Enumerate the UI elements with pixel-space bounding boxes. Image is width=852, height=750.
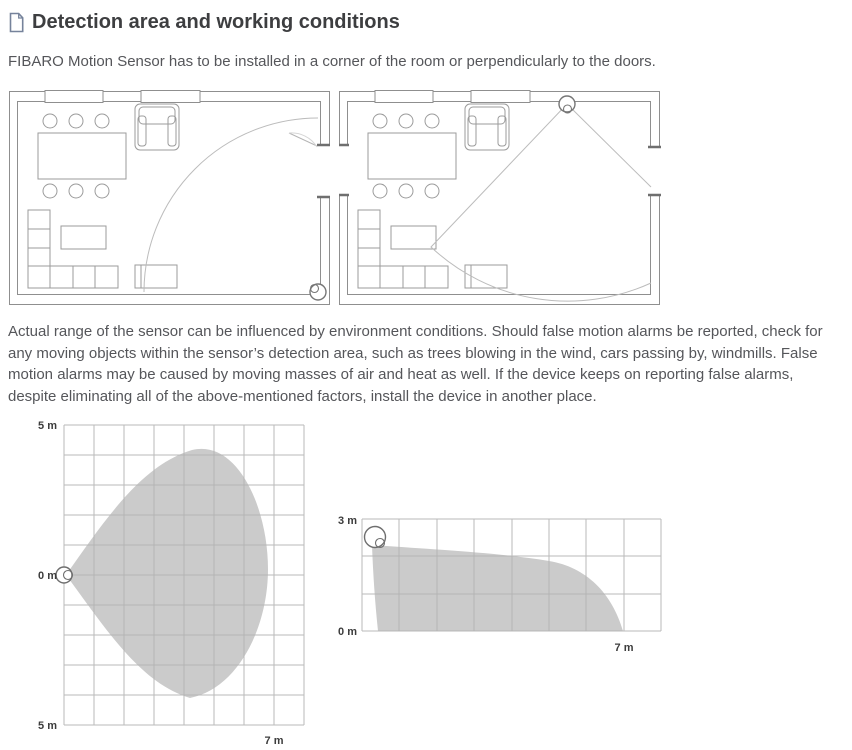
door-opening bbox=[289, 133, 331, 198]
detection-charts bbox=[8, 417, 844, 749]
tick-5m-bottom: 5 m bbox=[38, 720, 57, 732]
floor-plan-perpendicular-install bbox=[338, 90, 661, 306]
motion-sensor-icon bbox=[310, 284, 326, 300]
tick-5m-top: 5 m bbox=[38, 420, 57, 432]
motion-sensor-icon bbox=[559, 96, 575, 113]
motion-sensor-icon bbox=[365, 527, 386, 548]
body-paragraph: Actual range of the sensor can be influenced by environment conditions. Should false motion alarms be reported, check for any moving objects within the sensor’s detection area, such as trees blowing in the wind, cars passing by, windmills. False motion alarms may be caused by moving masses of air and heat as well. If the device keeps on reporting false alarms, despite eliminating all of the above-mentioned factors, install the device in another place. bbox=[8, 323, 823, 405]
detection-fan bbox=[431, 104, 651, 301]
range-chart-top-view bbox=[32, 417, 322, 749]
range-chart-side-view bbox=[334, 505, 670, 657]
door-opening-left bbox=[338, 145, 349, 195]
tick-7m: 7 m bbox=[264, 735, 284, 747]
section-title: Detection area and working conditions bbox=[32, 11, 400, 33]
document-icon bbox=[8, 12, 25, 33]
tick-0m: 0 m bbox=[338, 626, 357, 638]
tick-7m: 7 m bbox=[614, 642, 634, 654]
detection-area-shape bbox=[372, 545, 623, 631]
grid-lines bbox=[64, 425, 304, 725]
motion-sensor-icon bbox=[56, 567, 73, 583]
detection-area-shape bbox=[66, 449, 268, 698]
floor-plan-corner-install bbox=[8, 90, 331, 306]
tick-3m: 3 m bbox=[338, 515, 357, 527]
intro-paragraph: FIBARO Motion Sensor has to be installed in a corner of the room or perpendicularly to the doors. bbox=[8, 53, 656, 70]
section-heading bbox=[8, 10, 844, 34]
door-opening-right bbox=[647, 146, 661, 196]
detection-arc bbox=[144, 118, 318, 292]
tick-0m: 0 m bbox=[38, 570, 57, 582]
floor-plans bbox=[8, 90, 844, 306]
